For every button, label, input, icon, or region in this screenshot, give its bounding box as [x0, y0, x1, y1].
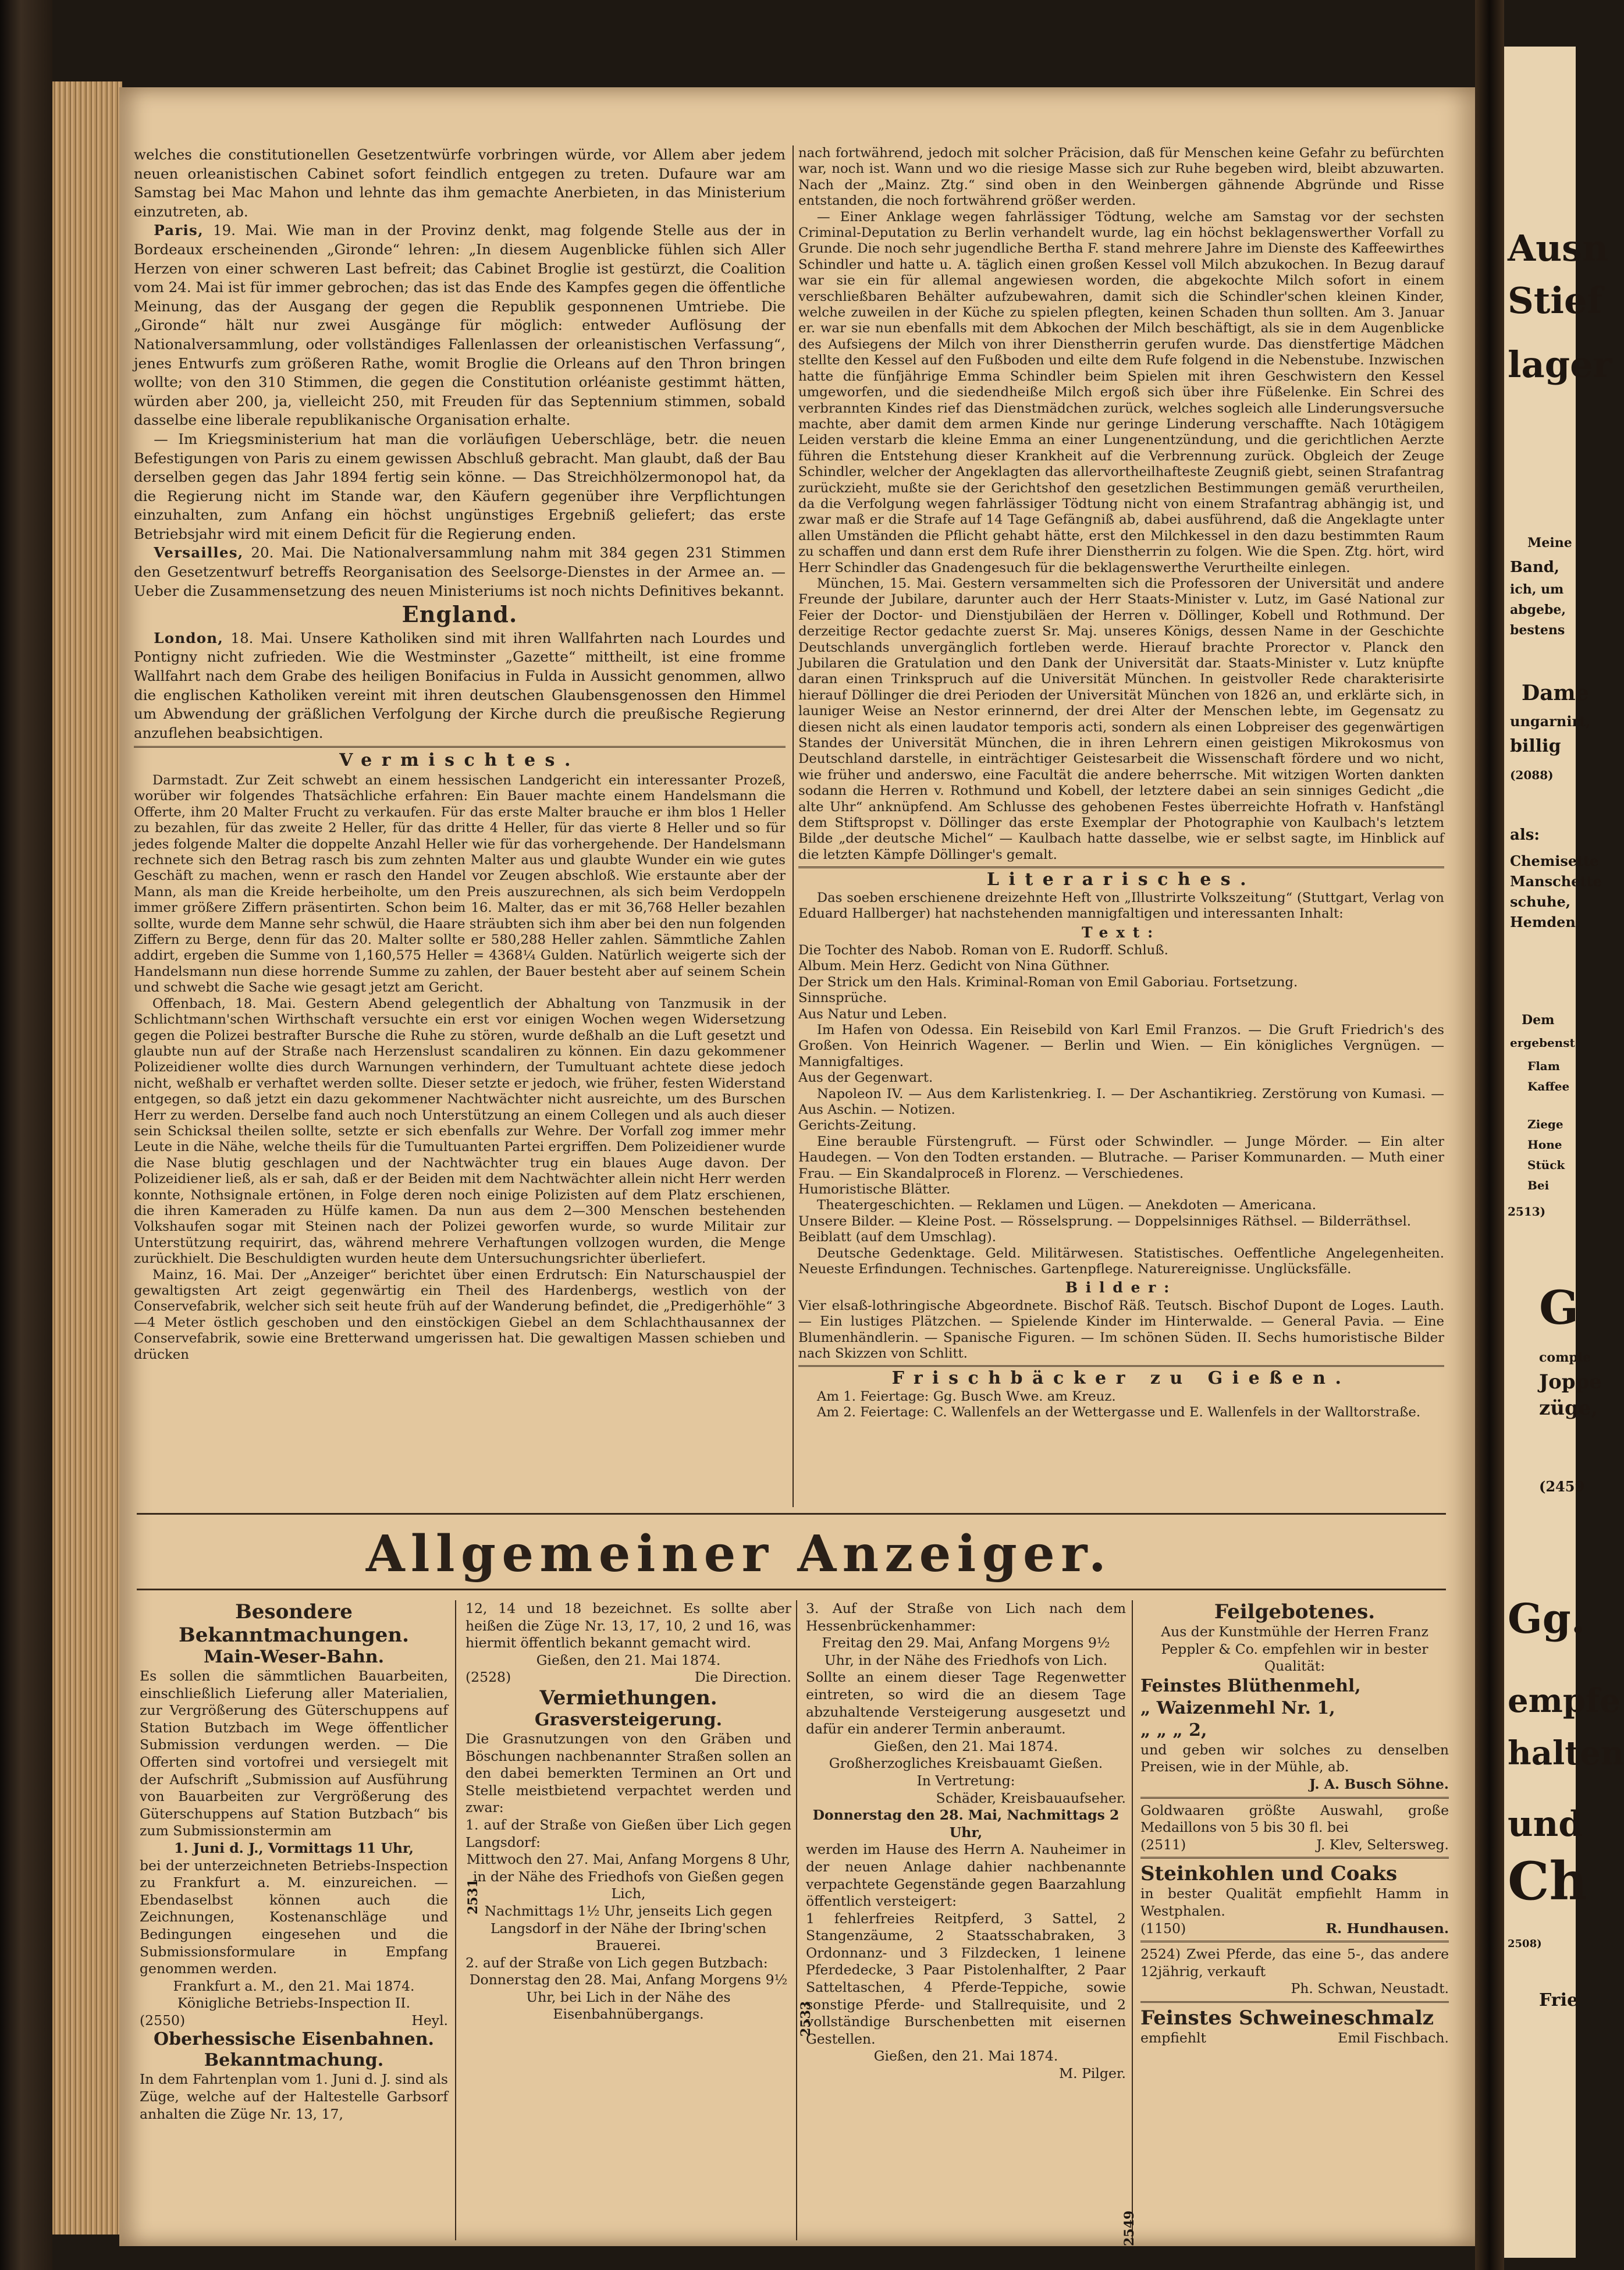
toc-item: Humoristische Blätter.	[798, 1182, 951, 1197]
right-page-text: Dame	[1522, 681, 1589, 705]
ad-title: Oberhessische Eisenbahnen.	[153, 2029, 434, 2050]
right-page-text: ungarnirt,	[1510, 713, 1591, 730]
right-page-text: ich, um	[1510, 582, 1564, 597]
ad-place: Frankfurt a. M., den 21. Mai 1874.	[173, 1977, 415, 1994]
ad-signature: Ph. Schwan, Neustadt.	[1291, 1980, 1449, 1997]
right-page-text: halten	[1508, 1734, 1624, 1772]
adjacent-page	[1504, 47, 1624, 2258]
toc-item: Gerichts-Zeitung.	[798, 1118, 916, 1134]
ad-signature: Emil Fischbach.	[1338, 2029, 1449, 2046]
page-edges	[52, 81, 122, 2235]
ad-place: Gießen, den 21. Mai 1874.	[873, 1738, 1058, 1754]
ad-number: 2524)	[1140, 1946, 1181, 1963]
right-page-text: Band,	[1510, 559, 1559, 576]
right-page-text: empfe	[1508, 1682, 1621, 1720]
right-page-text: Dem	[1522, 1013, 1555, 1028]
ad-signature: J. A. Busch Söhne.	[1309, 1775, 1449, 1792]
ad-number: (2511)	[1140, 1836, 1186, 1853]
ad-org: Königliche Betriebs-Inspection II.	[177, 1995, 411, 2012]
ad-column-2	[465, 1600, 791, 2023]
heading-vermischtes: Vermischtes.	[339, 750, 580, 771]
right-page-text: lager	[1508, 343, 1612, 386]
ad-footer	[140, 2012, 448, 2030]
ad-column-3	[806, 1600, 1126, 2083]
right-page-text: Kaffee	[1527, 1079, 1570, 1093]
section-divider	[798, 866, 1444, 868]
toc-item: Sinnsprüche.	[798, 990, 887, 1006]
right-page-text: Bei	[1527, 1178, 1550, 1192]
ad-rep: In Vertretung:	[916, 1772, 1015, 1789]
ad-divider	[1140, 1857, 1449, 1859]
ad-number: (1150)	[1140, 1920, 1186, 1937]
toc-item: Napoleon IV. — Aus dem Karlistenkrieg. I. — Der Aschantikrieg. Zerstörung von Kumasi. — Aus Aschin. — Notizen.	[798, 1086, 1444, 1117]
right-page-text: 2513)	[1508, 1205, 1546, 1219]
ad-item: Donnerstag den 28. Mai, Anfang Morgens 9½ Uhr, bei Lich in der Nähe des Eisenbahnübergangs.	[469, 1971, 788, 2023]
right-page-text: Ziege	[1527, 1117, 1563, 1131]
right-news-column	[798, 145, 1444, 1421]
ad-text: werden im Hause des Herrn A. Nauheimer in der neuen Anlage dahier nachbenannte verpachtete Gegenstände gegen Baarzahlung öffentlich versteigert:	[806, 1841, 1126, 1910]
toc-item: Im Hafen von Odessa. Ein Reisebild von Karl Emil Franzos. — Die Gruft Friedrich's des Großen. Von Heinrich Wagener. — Berlin und Wien. — Ein königliches Vergnügen. — Mannigfaltiges.	[798, 1022, 1444, 1070]
right-page-text: Chemisette	[1510, 852, 1599, 869]
right-page-text: Meine	[1527, 535, 1572, 550]
ad-signature: M. Pilger.	[1059, 2065, 1126, 2082]
ad-text: Es sollen die sämmtlichen Bauarbeiten, einschließlich Lieferung aller Materialien, zur Vergrößerung des Güterschuppens auf Station Butzbach im Wege öffentlicher Submission verdungen werden. — Die Offerten sind vortofrei und versiegelt mit der Aufschrift „Submission auf Ausführung von Bauarbeiten zur Vergrößerung des Güterschuppens auf Station Butzbach“ bis zum Submissionstermin am	[140, 1668, 448, 1839]
ad-place: Gießen, den 21. Mai 1874.	[873, 2048, 1058, 2065]
ad-number: (2528)	[465, 1669, 511, 1686]
right-page-text: Hone	[1527, 1138, 1562, 1152]
ad-place: Gießen, den 21. Mai 1874.	[536, 1651, 721, 1668]
paragraph-versailles: Versailles, 20. Mai. Die Nationalversammlung nahm mit 384 gegen 231 Stimmen den Gesetzentwurf betreffs Reorganisation des Seelsorge-Dienstes in der Armee an. — Ueber die Zusammensetzung des neuen Ministeriums ist noch nichts Definitives bekannt.	[134, 544, 786, 599]
ad-item: Mittwoch den 27. Mai, Anfang Morgens 8 Uhr, in der Nähe des Friedhofs von Gießen gegen Lich,	[466, 1851, 791, 1902]
toc-item: Album. Mein Herz. Gedicht von Nina Güthner.	[798, 958, 1110, 974]
right-page-text: abgebe,	[1510, 602, 1566, 617]
paragraph-erdrutsch-cont: nach fortwährend, jedoch mit solcher Präcision, daß für Menschen keine Gefahr zu befürchten war, noch ist. Wann und wo die riesige Masse sich zur Ruhe begeben wird, bleibt abzuwarten. Nach der „Mainz. Ztg.“ sind oben in den Weinbergen gähnende Abgründe und Risse entstanden, die noch fortwährend größer werden.	[798, 145, 1444, 209]
ad-footer: empfiehlt Emil Fischbach.	[1140, 2029, 1449, 2046]
right-page-text: comple	[1539, 1350, 1591, 1365]
right-page-text: Gg.	[1508, 1594, 1586, 1643]
ad-signature: R. Hundhausen.	[1326, 1920, 1449, 1937]
right-page-text: 2508)	[1508, 1938, 1542, 1950]
ad-date: Donnerstag den 28. Mai, Nachmittags 2 Uhr,	[812, 1807, 1120, 1841]
toc-item: Der Strick um den Hals. Kriminal-Roman von Emil Gaboriau. Fortsetzung.	[798, 974, 1298, 990]
dateline-versailles: Versailles,	[154, 544, 244, 562]
ad-text: Die Grasnutzungen von den Gräben und Böschungen nachbenannter Straßen sollen an den dabei bemerkten Terminen an Ort und Stelle meistbietend verpachtet werden und zwar:	[465, 1730, 791, 1816]
right-page-text: bestens	[1510, 623, 1565, 638]
ad-signature: Schäder, Kreisbauaufseher.	[936, 1789, 1126, 1806]
right-page-text: schuhe,	[1510, 893, 1571, 910]
ad-text: Sollte an einem dieser Tage Regenwetter eintreten, so wird die an diesem Tage abzuhaltende Versteigerung ausgesetzt und dafür ein anderer Termin anberaumt.	[806, 1669, 1126, 1738]
ads-heading: Feilgebotenes.	[1214, 1600, 1376, 1624]
right-page-text: Joppe	[1539, 1370, 1602, 1394]
ad-side-number: 2531	[465, 1878, 481, 1914]
heading-bilder: Bilder:	[1065, 1279, 1178, 1296]
right-page-text: Stück	[1527, 1158, 1565, 1172]
ad-side-number: 2533	[798, 2001, 813, 2037]
ad-item: Nachmittags 1½ Uhr, jenseits Lich gegen Langsdorf in der Nähe der Ibring'schen Brauerei.	[484, 1902, 773, 1954]
toc-item: Aus Natur und Leben.	[798, 1006, 947, 1022]
ad-product: „ Waizenmehl Nr. 1,	[1140, 1697, 1335, 1718]
paragraph-paris: Paris, 19. Mai. Wie man in der Provinz denkt, mag folgende Stelle aus der in Bordeaux erscheinenden „Gironde“ lehren: „In diesem Augenblicke fühlen sich Aller Herzen von einer schweren Last befreit; das Cabinet Broglie ist gestürzt, die Coalition vom 24. Mai ist für immer gebrochen; das ist das Ende des Kampfes gegen die öffentliche Meinung, das der Ausgang der gegen die Republik gesponnenen Umtriebe. Die „Gironde“ hält nur zwei Ausgänge für möglich: entweder Auflösung der Nationalversammlung, oder vollständiges Fallenlassen der orleanistischen Verfassung“, jenes Entwurfs zum größeren Rathe, womit Broglie die Orleans auf den Thron bringen wollte; von den 310 Stimmen, die gegen die Constitution orléaniste gestimmt hätten, würden aber 200, ja, vielleicht 250, mit Freuden für das Septennium stimmen, sobald dasselbe eine liberale republikanische Organisation erhalte.	[134, 222, 786, 429]
right-page-text: G	[1539, 1280, 1579, 1335]
frischbaecker-2: Am 2. Feiertage: C. Wallenfels an der Wettergasse und E. Wallenfels in der Walltorstraße.	[816, 1405, 1421, 1420]
right-page-text: und	[1508, 1804, 1583, 1845]
dateline-paris: Paris,	[154, 222, 204, 239]
column-divider	[1132, 1600, 1133, 2240]
ad-item: 2. auf der Straße von Lich gegen Butzbach:	[465, 1954, 768, 1971]
ad-text: 2524) Zwei Pferde, das eine 5-, das andere 12jährig, verkauft	[1140, 1946, 1449, 1980]
paragraph-cabinet: welches die constitutionellen Gesetzentwürfe vorbringen würde, vor Allem aber jedem neuen orleanistischen Cabinet sofort feindlich entgegen zu treten. Dufaure war am Samstag bei Mac Mahon und lehnte das ihm gemachte Anerbieten, in das Ministerium einzutreten, ab.	[134, 146, 786, 220]
masthead-rule-bottom	[137, 1589, 1446, 1590]
left-news-column	[134, 145, 786, 1363]
ad-text: In dem Fahrtenplan vom 1. Juni d. J. sind als Züge, welche auf der Haltestelle Garbsorf anhalten die Züge Nr. 13, 17,	[140, 2071, 448, 2122]
ad-title: Main-Weser-Bahn.	[203, 1647, 385, 1667]
ad-footer	[1140, 1920, 1449, 1938]
ad-text: 12, 14 und 18 bezeichnet. Es sollte aber heißen die Züge Nr. 13, 17, 10, 2 und 16, was hiermit öffentlich bekannt gemacht wird.	[465, 1600, 791, 1651]
right-page-text: züge,	[1539, 1397, 1598, 1420]
section-divider	[134, 746, 786, 748]
ad-item: Freitag den 29. Mai, Anfang Morgens 9½ Uhr, in der Nähe des Friedhofs von Lich.	[822, 1635, 1110, 1668]
masthead-allgemeiner-anzeiger: Allgemeiner Anzeiger.	[365, 1525, 1113, 1583]
ad-divider	[1140, 1797, 1449, 1799]
ads-heading: Vermiethungen.	[539, 1686, 717, 1710]
right-page-text: Hemden,	[1510, 914, 1581, 930]
paragraph-darmstadt: Darmstadt. Zur Zeit schwebt an einem hessischen Landgericht ein interessanter Prozeß, worüber wir folgendes Thatsächliche erfahren: Ein Bauer machte einem Handelsmann die Offerte, ihm 20 Malter Frucht zu verkaufen. Für das erste Malter brauche er ihm blos 1 Heller zu bezahlen, für das zweite 2 Heller, für das dritte 4 Heller, für das vierte 8 Heller und so für jedes folgende Malter die doppelte Anzahl Heller wie für das vorhergehende. Der Handelsmann rechnete sich den Betrag rasch bis zum zehnten Malter aus und glaubte Wunder ein wie gutes Geschäft zu machen, wenn er rasch den Handel vor Zeugen abschloß. Wie erstaunte aber der Mann, als man die Kreide herbeiholte, um den Preis auszurechnen, als sich beim Verdoppeln immer größere Ziffern präsentirten. Schon beim 16. Malter, das er mit 36,768 Heller bezahlen sollte, wurde dem Manne sehr schwül, die Haare sträubten sich ihm aber bei den nun folgenden Ziffern zu Berge, denn für das 20. Malter sollte er 580,288 Heller zahlen. Sämmtliche Zahlen addirt, ergeben die Summe von 1,160,575 Heller = 4368¼ Gulden. Natürlich weigerte sich der Handelsmann nun diese horrende Summe zu zahlen, der Bauer besteht aber auf seinem Schein und schwebt die Sache wie gesagt jetzt am Gericht.	[134, 773, 786, 996]
column-divider	[455, 1600, 456, 2240]
ad-divider	[1140, 1941, 1449, 1942]
right-page-text: Ausn	[1508, 227, 1609, 269]
toc-item: Theatergeschichten. — Reklamen und Lügen. — Anekdoten — Americana.	[816, 1198, 1317, 1213]
book-gutter	[1475, 0, 1504, 2270]
ad-product: Feinstes Blüthenmehl,	[1140, 1675, 1361, 1696]
paragraph-berlin: — Einer Anklage wegen fahrlässiger Tödtung, welche am Samstag vor der sechsten Criminal-Deputation zu Berlin verhandelt wurde, lag ein höchst beklagenswerther Vorfall zu Grunde. Die noch sehr jugendliche Bertha F. stand mehrere Jahre im Dienste des Kaffeewirthes Schindler und hatte u. A. täglich einen großen Kessel voll Milch abzukochen. In Bezug darauf war sie ein für allemal angewiesen worden, die abgekochte Milch sofort in einem verschließbaren Behälter aufzubewahren, damit sich die Schindler'schen kleinen Kinder, welche zuweilen in der Küche zu spielen pflegten, keinen Schaden thun sollten. Am 3. Januar er. war sie nun ebenfalls mit dem Abkochen der Milch beschäftigt, als sie in dem Augenblicke des Aufsiegens der Milch von ihrer Dienstherrin gerufen wurde. Das dienstfertige Mädchen stellte den Kessel auf den Fußboden und eilte dem Rufe folgend in die Nebenstube. Inzwischen hatte die fünfjährige Emma Schindler beim Spielen mit ihren Geschwistern den Kessel umgeworfen, und die siedendheiße Milch ergoß sich über ihre Füßelenke. Ein Schrei des verbrannten Kindes rief das Dienstmädchen zurück, welches sogleich alle Linderungsversuche machte, aber damit dem armen Kinde nur geringe Linderung verschaffte. Nach 10tägigem Leiden verstarb die kleine Emma an einer Lungenentzündung, und die gerichtlichen Aerzte führen die Entstehung dieser Krankheit auf die Verbrennung zurück. Obgleich der Zeuge Schindler, welcher der Angeklagten das allervortheilhafteste Zeugniß giebt, seinen Strafantrag zurückzieht, mußte sie der Gerichtshof den gesetzlichen Bestimmungen gemäß verurtheilen, da die Verfolgung wegen fahrlässiger Tödtung nicht von einem Strafantrag abhängig ist, und zwar maß er die Strafe auf 14 Tage Gefängniß ab, dabei ausführend, daß die Angeklagte unter allen Umständen die Pflicht gehabt hätte, erst den Milchkessel in den dazu bestimmten Raum zu schaffen und dann erst dem Rufe ihrer Dienstherrin zu folgen. Wie die Spen. Ztg. hört, wird Herr Schindler das Gnadengesuch für die beklagenswerthe Verurtheilte einlegen.	[798, 209, 1444, 576]
right-page-text: billig	[1510, 736, 1561, 756]
ad-text: und geben wir solches zu denselben Preisen, wie in der Mühle, ab.	[1140, 1741, 1449, 1775]
ad-column-4	[1140, 1600, 1449, 2047]
ad-org: Großherzogliches Kreisbauamt Gießen.	[829, 1755, 1103, 1772]
ad-list: 1 fehlerfreies Reitpferd, 3 Sattel, 2 Stangenzäume, 2 Staatsschabraken, 3 Ordonnanz- und 3 Filzdecken, 1 leinene Pferdedecke, 3 Paar Pistolenhalfter, 2 Paar Satteltaschen, 4 Pferde-Teppiche, sowie sonstige Pferde- und Stallrequisite, und 2 vollständige Burschenbetten mit eisernen Gestellen.	[806, 1910, 1126, 2047]
ad-text: bei der unterzeichneten Betriebs-Inspection zu Frankfurt a. M. einzureichen. — Ebendaselbst können auch die Zeichnungen, Kostenanschläge und Bedingungen eingesehen und die Submissionsformulare in Empfang genommen werden.	[140, 1857, 448, 1977]
ad-side-number: 2549	[1122, 2210, 1137, 2246]
paragraph-kriegsministerium: — Im Kriegsministerium hat man die vorläufigen Ueberschläge, betr. die neuen Befestigungen von Paris zu einem gewissen Abschluß gebracht. Man glaubt, daß der Bau derselben gegen das Jahr 1894 fertig sein könne. — Das Streichhölzermonopol hat, da die Regierung nicht im Stande war, den Käufern gegenüber ihre Verpflichtungen einzuhalten, zum Anfang ein höchst ungünstiges Ergebniß geliefert; das erste Betriebsjahr wird mit einem Deficit für die Regierung enden.	[134, 430, 786, 542]
toc-item: Unsere Bilder. — Kleine Post. — Rösselsprung. — Doppelsinniges Räthsel. — Bilderräthsel.	[798, 1213, 1412, 1229]
book-spine	[0, 0, 52, 2270]
ad-signature: J. Klev, Seltersweg.	[1316, 1836, 1449, 1853]
column-divider	[796, 1600, 797, 2240]
literarisches-intro: Das soeben erschienene dreizehnte Heft von „Illustrirte Volkszeitung“ (Stuttgart, Verlag von Eduard Hallberger) hat nachstehenden mannigfaltigen und interessanten Inhalt:	[798, 890, 1444, 922]
toc-item: Die Tochter des Nabob. Roman von E. Rudorff. Schluß.	[798, 942, 1168, 958]
toc-item: Aus der Gegenwart.	[798, 1070, 933, 1086]
ads-heading: Besondere Bekanntmachungen.	[179, 1600, 409, 1647]
heading-literarisches: Literarisches.	[986, 869, 1256, 890]
bilder-list: Vier elsaß-lothringische Abgeordnete. Bischof Räß. Teutsch. Bischof Dupont de Loges. Lauth. — Ein lustiges Plätzchen. — Spielende Kinder im Hinterwalde. — General Pavia. — Eine Blumenhändlerin. — Spanische Figuren. — Im schönen Süden. II. Sechs humoristische Bilder nach Skizzen von Schlitt.	[798, 1298, 1444, 1362]
frischbaecker-1: Am 1. Feiertage: Gg. Busch Wwe. am Kreuz.	[816, 1388, 1116, 1404]
right-page-text: (2088)	[1510, 768, 1554, 782]
ad-footer	[465, 1669, 791, 1686]
ad-signature: Die Direction.	[694, 1669, 791, 1686]
ad-item: 1. auf der Straße von Gießen über Lich gegen Langsdorf:	[465, 1816, 791, 1850]
toc-item: Eine berauble Fürstengruft. — Fürst oder Schwindler. — Junge Mörder. — Ein alter Haudegen. — Von den Todten erstanden. — Blutrache. — Pariser Kommunarden. — Muth einer Frau. — Ein Skandalproceß in Florenz. — Verschiedenes.	[798, 1134, 1444, 1181]
toc-item: Beiblatt (auf dem Umschlag).	[798, 1230, 996, 1245]
column-divider	[793, 145, 794, 1507]
right-page-text: Frie	[1539, 1990, 1579, 2010]
paragraph-muenchen: München, 15. Mai. Gestern versammelten sich die Professoren der Universität und andere Freunde der Jubilare, darunter auch der Herr Staats-Minister v. Lutz, im Gasé National zur Feier der Doctor- und Dienstjubiläen der Herren v. Döllinger, Kobell und Rothmund. Der derzeitige Rector gedachte zuerst Sr. Maj. unseres Königs, dessen Name in der Geschichte Deutschlands unvergänglich fortleben werde. Hierauf brachte Prorector v. Planck den Jubilaren die Gratulation und den Dank der Universität dar. Staats-Minister v. Lutz knüpfte daran einen Trinkspruch auf die Universität München. In geistvoller Rede charakterisirte hierauf Döllinger die drei Perioden der Universität München von 1826 an, und erklärte sich, in launiger Weise an Nestor erinnernd, der drei Alter der Menschen lebte, im Gegensatz zu diesen nicht als einen laudator temporis acti, sondern als einen Lobpreiser des gegenwärtigen Standes der Universität München, die in ihren Lehrern einen geistigen Mikrokosmus von Deutschland darstelle, in einträchtiger Geistesarbeit die Wissenschaft fördere und wo nicht, wie früher und anderswo, eine Facultät die andere beherrsche. Mit witzigen Worten dankten sodann die Herren v. Rothmund und Kobell, der letztere dabei an sein sinniges Gedicht „die alte Uhr“ anknüpfend. Am Schlusse des gehobenen Festes überreichte Hofrath v. Hanfstängl dem Stiftspropst v. Döllinger das erste Exemplar der Photographie von Kaulbach's letztem Bilde „der deutsche Michel“ — Kaulbach hatte dasselbe, wie er selbst sagte, im Hinblick auf die letzten Kämpfe Döllinger's gemalt.	[798, 576, 1444, 862]
ad-product: Steinkohlen und Coaks	[1140, 1862, 1398, 1886]
heading-text: Text:	[1081, 923, 1161, 941]
paragraph-london: London, 18. Mai. Unsere Katholiken sind mit ihren Wallfahrten nach Lourdes und Pontigny nicht zufrieden. Wie die Westminster „Gazette“ mittheilt, ist eine fromme Wallfahrt nach dem Grabe des heiligen Bonifacius in Fulda in Aussicht genommen, allwo die englischen Katholiken vereint mit ihren deutschen Glaubensgenossen den Himmel um Abwendung der gräßlichen Verfolgung der Kirche durch die preußische Regierung anzuflehen beabsichtigen.	[134, 629, 786, 741]
right-page-text: (2459	[1539, 1478, 1585, 1495]
ad-text: Aus der Kunstmühle der Herren Franz Peppler & Co. empfehlen wir in bester Qualität:	[1161, 1624, 1428, 1675]
paragraph-mainz: Mainz, 16. Mai. Der „Anzeiger“ berichtet über einen Erdrutsch: Ein Naturschauspiel der gewaltigsten Art zeigt gegenwärtig ein Theil des Hardenbergs, westlich von der Conservefabrik, welcher sich seit heute früh auf der Wanderung befindet, die „Predigerhöhle“ 3—4 Meter östlich geschoben und den einstöckigen Giebel an dem Schlachthausannex der Conservefabrik, sowie eine Bretterwand umgerissen hat. Die gewaltigen Massen schieben und drücken	[134, 1267, 786, 1362]
table-of-contents	[798, 943, 1444, 1278]
ad-title: Bekanntmachung.	[204, 2050, 384, 2071]
ad-product: Feinstes Schweineschmalz	[1140, 2006, 1434, 2030]
ad-footer	[1140, 1836, 1449, 1854]
ad-date: 1. Juni d. J., Vormittags 11 Uhr,	[174, 1839, 414, 1856]
heading-england: England.	[401, 601, 518, 628]
ad-text: Goldwaaren größte Auswahl, große Medaillons von 5 bis 30 fl. bei	[1140, 1802, 1449, 1836]
ad-text: in bester Qualität empfiehlt Hamm in Westphalen.	[1140, 1885, 1449, 1919]
masthead-rule-top	[137, 1513, 1446, 1515]
toc-item: Deutsche Gedenktage. Geld. Militärwesen. Statistisches. Oeffentliche Angelegenheiten. Neueste Erfindungen. Technisches. Gartenpflege. Naturereignisse. Unglücksfälle.	[798, 1245, 1444, 1277]
ad-title: Grasversteigerung.	[534, 1709, 723, 1730]
ad-divider	[1140, 2001, 1449, 2003]
right-page-text: Flam	[1527, 1059, 1560, 1073]
dateline-london: London,	[154, 629, 224, 646]
right-page-text: Manschette	[1510, 873, 1602, 890]
ad-signature: Heyl.	[411, 2012, 448, 2029]
right-page-text: Stief	[1508, 279, 1603, 322]
heading-frischbaecker: Frischbäcker zu Gießen.	[891, 1368, 1351, 1389]
right-page-text: Ch	[1508, 1850, 1588, 1912]
section-divider	[798, 1365, 1444, 1367]
ad-number: (2550)	[140, 2012, 186, 2029]
ad-column-1	[140, 1600, 448, 2123]
ad-product: „ „ „ 2,	[1140, 1720, 1207, 1740]
right-page-text: ergebenst	[1510, 1036, 1575, 1050]
paragraph-offenbach: Offenbach, 18. Mai. Gestern Abend gelegentlich der Abhaltung von Tanzmusik in der Schlichtmann'schen Wirthschaft versuchte ein erst vor einigen Wochen wegen Widersetzung gegen die Polizei bestrafter Bursche die Ruhe zu stören, wurde deßhalb an die Luft gesetzt und glaubte nun auf der Straße nach Herzenslust scandaliren zu können. Ein dazu gekommener Polizeidiener wollte dies durch Warnungen verhindern, der Tumultuant achtete diese jedoch nicht, weßhalb er verhaftet werden sollte. Dieser setzte er jedoch, wie früher, festen Widerstand entgegen, so daß jetzt ein dazu gekommener Nachtwächter nicht ausreichte, um des Burschen Herr zu werden. Derselbe fand auch noch Unterstützung an einem Collegen und als auch dieser sein Schicksal theilen sollte, setzte er sich ebenfalls zur Wehre. Der Vorfall zog immer mehr Leute in die Nähe, welche theils für die Tumultuanten Partei ergriffen. Dem Polizeidiener wurde die Nase blutig geschlagen und der Nachtwächter trug ein blaues Auge davon. Der Polizeidiener ließ, als er sah, daß er der Beiden mit dem Nachtwächter allein nicht Herr werden konnte, Nothsignale ertönen, in Folge deren noch einige Polizisten auf dem Platz erschienen, die ihren Kameraden zu Hülfe kamen. Da nun aus dem 2—300 Menschen bestehenden Volkshaufen sogar mit Steinen nach der Polizei geworfen wurde, so wurde Militair zur Unterstützung requirirt, das, während mehrere Verhaftungen vollzogen wurden, die Menge zurückhielt. Die Beschuldigten wurden heute dem Untersuchungsrichter überliefert.	[134, 996, 786, 1267]
right-page-text: als:	[1510, 826, 1540, 844]
ad-item: 3. Auf der Straße von Lich nach dem Hessenbrückenhammer:	[806, 1600, 1126, 1634]
